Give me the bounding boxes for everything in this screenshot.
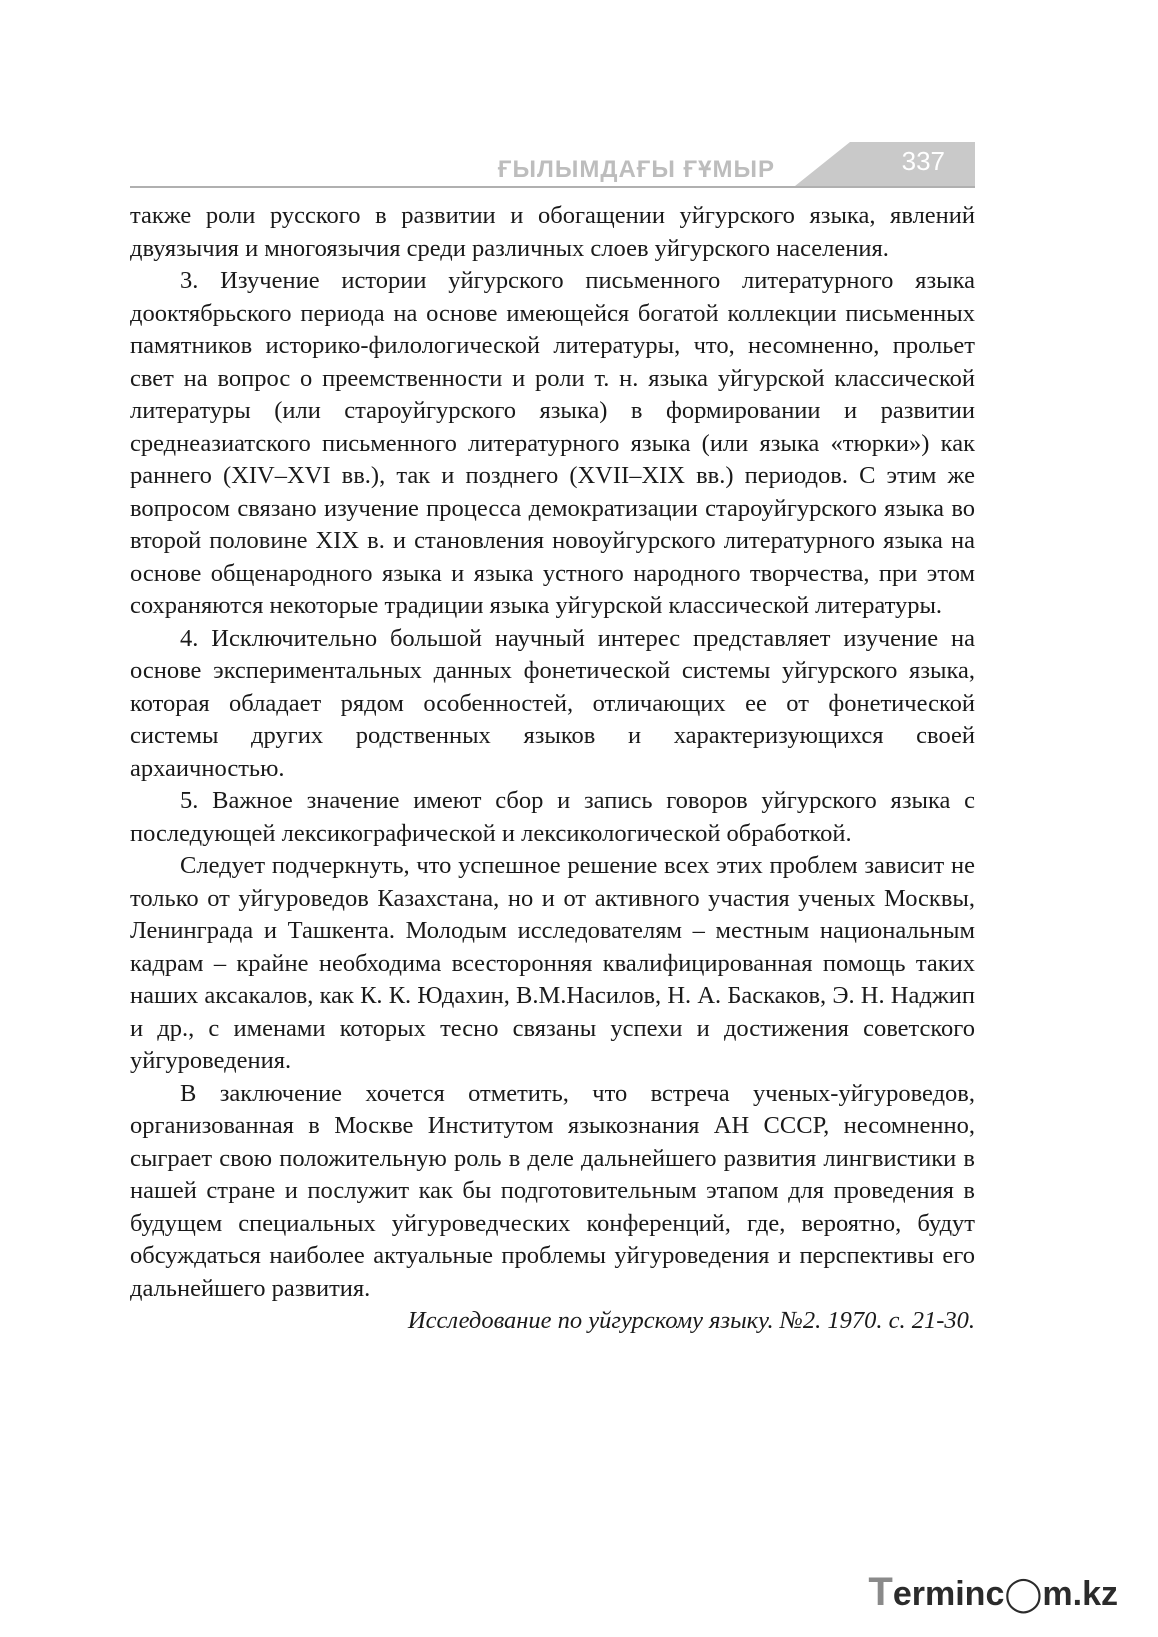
paragraph: также роли русского в развитии и обогащении уйгурского языка, явлений двуязычия и многоязычия среди различных слоев уйгурского населения. xyxy=(130,202,975,262)
body-text xyxy=(130,200,975,1338)
paragraph: Следует подчеркнуть, что успешное решение всех этих проблем зависит не только от уйгуроведов Казахстана, но и от активного участия ученых Москвы, Ленинграда и Ташкента. Молодым исследователям – местным национальным кадрам – крайне необходима всесторонняя квалифицированная помощь таких наших аксакалов, как К. К. Юдахин, В.М.Насилов, Н. А. Баскаков, Э. Н. Наджип и др., с именами которых тесно связаны успехи и достижения советского уйгуроведения. xyxy=(130,852,975,1074)
watermark-first-letter: T xyxy=(868,1570,893,1614)
header-rule xyxy=(130,186,975,188)
paragraph: 5. Важное значение имеют сбор и запись говоров уйгурского языка с последующей лексикографической и лексикологической обработкой. xyxy=(130,787,975,847)
running-header xyxy=(130,140,975,188)
running-title: ҒЫЛЫМДАҒЫ ҒҰМЫР xyxy=(497,156,775,183)
watermark-text: erminc◯m.kz xyxy=(892,1575,1118,1613)
paragraph: 3. Изучение истории уйгурского письменного литературного языка дооктябрьского периода на основе имеющейся богатой коллекции письменных памятников историко-филологической литературы, что, несомненно, прольет свет на вопрос о преемственности и роли т. н. языка уйгурской классической литературы (или староуйгурского языка) в формировании и развитии среднеазиатского письменного литературного языка (или языка «тюрки») как раннего (XIV–XVI вв.), так и позднего (XVII–XIX вв.) периодов. С этим же вопросом связано изучение процесса демократизации староуйгурского языка во второй половине XIX в. и становления новоуйгурского литературного языка на основе общенародного языка и языка устного народного творчества, при этом сохраняются некоторые традиции языка уйгурской классической литературы. xyxy=(130,267,975,619)
site-watermark xyxy=(868,1570,1118,1615)
paragraph: В заключение хочется отметить, что встреча ученых-уйгуроведов, организованная в Москве Институтом языкознания АН СССР, несомненно, сыграет свою положительную роль в деле дальнейшего развития лингвистики в нашей стране и послужит как бы подготовительным этапом для проведения в будущем специальных уйгуроведческих конференций, где, вероятно, будут обсуждаться наиболее актуальные проблемы уйгуроведения и перспективы его дальнейшего развития. xyxy=(130,1079,975,1302)
page-number: 337 xyxy=(901,146,945,176)
paragraph: 4. Исключительно большой научный интерес представляет изучение на основе экспериментальных данных фонетической системы уйгурского языка, которая обладает рядом особенностей, отличающих ее от фонетической системы других родственных языков и характеризующихся своей архаичностью. xyxy=(130,624,975,782)
source-citation: Исследование по уйгурскому языку. №2. 1970. с. 21-30. xyxy=(407,1307,975,1334)
